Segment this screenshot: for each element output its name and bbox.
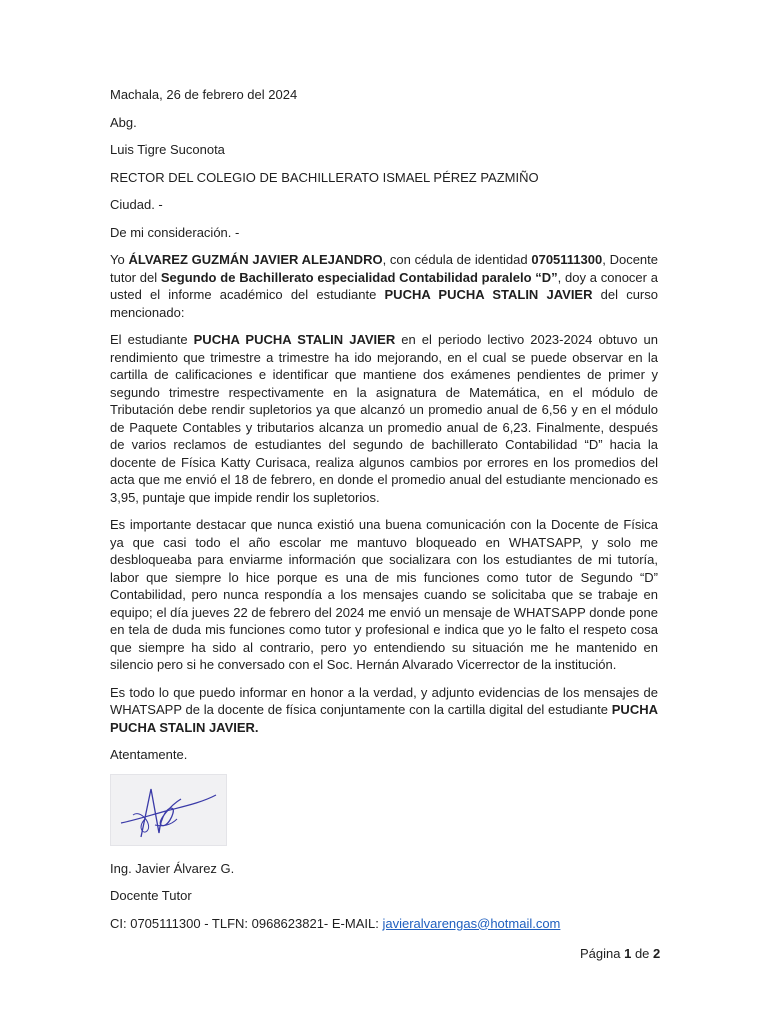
- recipient-role: RECTOR DEL COLEGIO DE BACHILLERATO ISMAEL PÉREZ PAZMIÑO: [110, 169, 539, 185]
- paragraph-communication: Es importante destacar que nunca existió una buena comunicación con la Docente de Física ya que casi todo el año escolar me mantuvo bloqueado en WHATSAPP, y solo me desbloqueaba para enviarme información que socializara con los estudiantes de mi tutoría, labor que siempre lo hice porque es una de mis funciones como tutor de Segundo “D” Contabilidad, pero nunca respondía a los mensajes cuando se solicitaba que se trabaje en equipo; el día jueves 22 de febrero del 2024 me envió un mensaje de WHATSAPP donde pone en tela de duda mis funciones como tutor y profesional e indica que yo le falto el respeto cosa que siempre ha sido al contrario, pero yo entendiendo su situación me he mantenido en silencio pero si he conversado con el Soc. Hernán Alvarado Vicerrector de la institución.: [110, 517, 658, 672]
- text-run: , con cédula de identidad: [382, 252, 532, 267]
- signer-name: Ing. Javier Álvarez G.: [110, 860, 235, 876]
- letter-date: Machala, 26 de febrero del 2024: [110, 87, 298, 102]
- text-run: del curso mencionado:: [110, 287, 658, 320]
- contact-details: CI: 0705111300 - TLFN: 0968623821- E-MAIL:: [110, 915, 383, 931]
- page-current: 1: [624, 946, 632, 961]
- signature-scribble: [111, 775, 226, 845]
- salutation: De mi consideración. -: [110, 224, 240, 240]
- text-run: , doy a conocer a usted el informe académico del estudiante: [110, 269, 658, 302]
- page-separator: de: [631, 946, 654, 961]
- paragraph-performance: [110, 331, 658, 506]
- student-name: PUCHA PUCHA STALIN JAVIER: [193, 332, 396, 347]
- recipient-city: Ciudad. -: [110, 197, 163, 212]
- teacher-name: ÁLVAREZ GUZMÁN JAVIER ALEJANDRO: [128, 252, 383, 267]
- student-name: PUCHA PUCHA STALIN JAVIER: [384, 287, 593, 302]
- paragraph-conclusion: [110, 684, 658, 737]
- text-run: Yo: [110, 252, 129, 267]
- signature-image: [110, 774, 227, 846]
- text-run: Es todo lo que puedo informar en honor a la verdad, y adjunto evidencias de los mensajes de WHATSAPP de la docente de física conjuntamente con la cartilla digital del estudiante: [110, 684, 658, 717]
- course-name: Segundo de Bachillerato especialidad Contabilidad paralelo “D”: [160, 269, 558, 285]
- teacher-id: 0705111300: [531, 252, 603, 267]
- student-name: PUCHA PUCHA STALIN JAVIER.: [110, 702, 658, 735]
- text-run: El estudiante: [110, 332, 194, 347]
- contact-line: [110, 915, 658, 933]
- letter-body: [110, 86, 658, 942]
- text-run: , Docente tutor del: [110, 252, 658, 285]
- recipient-name: Luis Tigre Suconota: [110, 142, 225, 157]
- closing: Atentamente.: [110, 747, 188, 762]
- signer-role: Docente Tutor: [110, 888, 192, 903]
- email-link[interactable]: javieralvarengas@hotmail.com: [382, 915, 561, 931]
- text-run: en el periodo lectivo 2023-2024 obtuvo un rendimiento que trimestre a trimestre ha ido mejorando, en el cual se puede observar en la cartilla de calificaciones e identificar que mantiene dos exámenes pendientes de primer y segundo trimestre respectivamente en la asignatura de Matemática, en el módulo de Tributación debe rendir supletorios ya que alcanzó un promedio anual de 6,56 y en el módulo de Paquete Contables y tributarios alcanza un promedio anual de 6,23. Finalmente, después de varios reclamos de estudiantes del segundo de bachillerato Contabilidad “D” hacia la docente de Física Katty Curisaca, realiza algunos cambios por errores en los promedios del acta que me envió el 18 de febrero, en donde el promedio anual del estudiante mencionado es 3,95, puntaje que impide rendir los supletorios.: [110, 332, 658, 505]
- page-total: 2: [653, 946, 661, 961]
- paragraph-intro: [110, 251, 658, 321]
- page-number: [580, 946, 660, 961]
- page-label: Página: [580, 946, 625, 961]
- recipient-title: Abg.: [110, 114, 137, 130]
